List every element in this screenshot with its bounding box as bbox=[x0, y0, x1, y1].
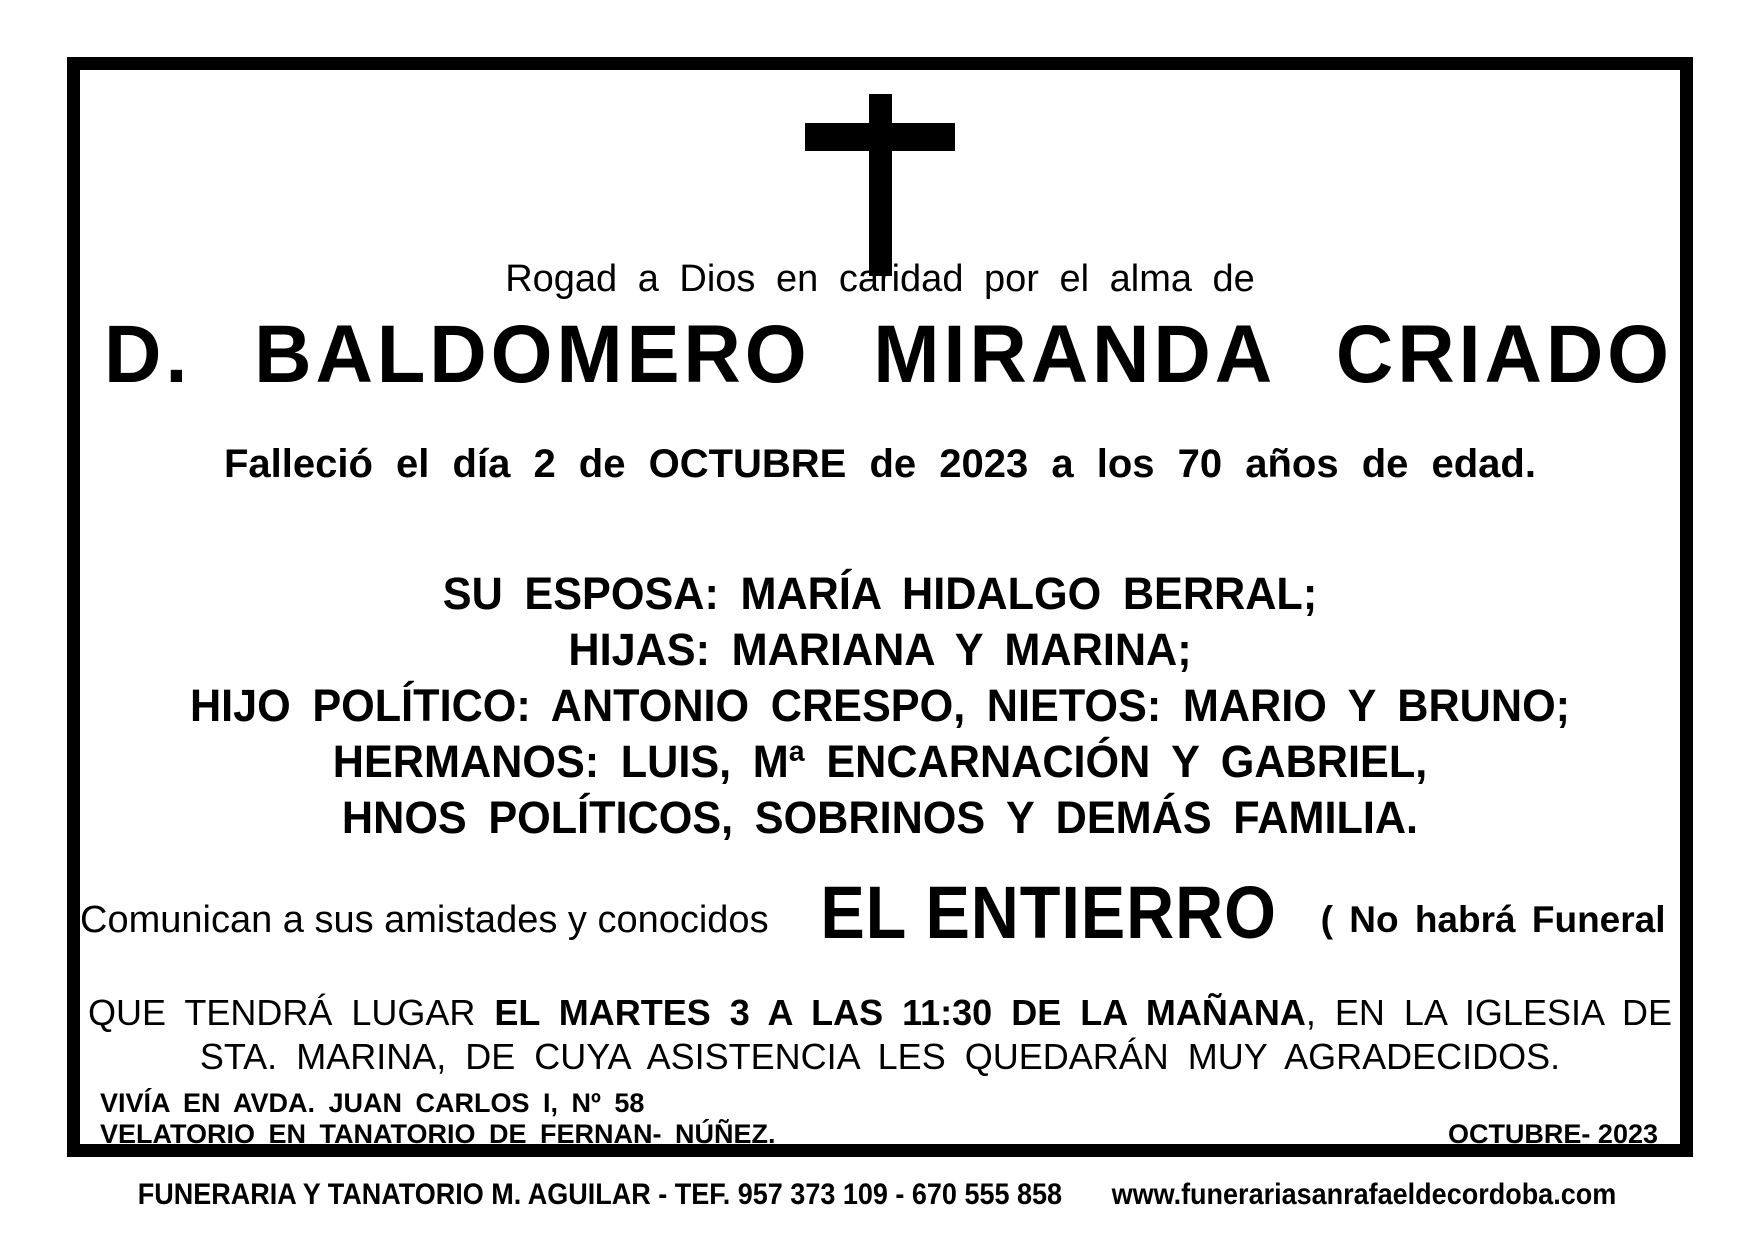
address-block bbox=[100, 1088, 776, 1150]
family-line-spouse: SU ESPOSA: MARÍA HIDALGO BERRAL; bbox=[442, 568, 1318, 619]
funeral-home-contact: FUNERARIA Y TANATORIO M. AGUILAR - TEF. 957 373 109 - 670 555 858 bbox=[137, 1178, 1063, 1211]
announcement-row bbox=[80, 870, 1695, 955]
family-block bbox=[80, 566, 1680, 846]
announcement-prefix: Comunican a sus amistades y conocidos bbox=[80, 899, 769, 941]
latin-cross-icon bbox=[805, 94, 955, 276]
family-line-soninlaw-grandsons: HIJO POLÍTICO: ANTONIO CRESPO, NIETOS: MARIO Y BRUNO; bbox=[189, 680, 1571, 731]
ceremony-detail-pre: QUE TENDRÁ LUGAR bbox=[87, 992, 476, 1033]
intro-prayer-line: Rogad a Dios en caridad por el alma de bbox=[505, 258, 1255, 300]
deceased-name: D. BALDOMERO MIRANDA CRIADO bbox=[104, 309, 1673, 400]
cross-vertical-bar bbox=[869, 94, 892, 276]
announcement-no-funeral-note: ( No habrá Funeral ) bbox=[1320, 899, 1695, 940]
funeral-home-website: www.funerariasanrafaeldecordoba.com bbox=[1111, 1178, 1617, 1211]
ceremony-detail-line-1 bbox=[80, 992, 1680, 1034]
family-line-inlaws-rest: HNOS POLÍTICOS, SOBRINOS Y DEMÁS FAMILIA. bbox=[341, 792, 1419, 843]
cross-horizontal-bar bbox=[805, 123, 955, 151]
notice-border-frame bbox=[67, 57, 1693, 1157]
ceremony-detail-post: , EN LA IGLESIA DE bbox=[1305, 992, 1673, 1033]
ceremony-detail-datetime: EL MARTES 3 A LAS 11:30 DE LA MAÑANA bbox=[494, 992, 1306, 1033]
notice-content bbox=[80, 70, 1695, 1149]
death-date-line: Falleció el día 2 de OCTUBRE de 2023 a los 70 años de edad. bbox=[224, 442, 1536, 486]
wake-location-line: VELATORIO EN TANATORIO DE FERNAN- NÚÑEZ. bbox=[100, 1119, 776, 1149]
family-line-siblings: HERMANOS: LUIS, Mª ENCARNACIÓN Y GABRIEL, bbox=[332, 736, 1428, 787]
funeral-home-footer bbox=[88, 1178, 1667, 1212]
residence-address-line: VIVÍA EN AVDA. JUAN CARLOS I, Nº 58 bbox=[100, 1088, 645, 1118]
family-line-daughters: HIJAS: MARIANA Y MARINA; bbox=[568, 624, 1192, 675]
ceremony-detail-line-2: STA. MARINA, DE CUYA ASISTENCIA LES QUEDARÁN MUY AGRADECIDOS. bbox=[199, 1036, 1561, 1077]
month-year-label: OCTUBRE- 2023 bbox=[1447, 1119, 1658, 1149]
announcement-event: EL ENTIERRO bbox=[820, 871, 1277, 954]
